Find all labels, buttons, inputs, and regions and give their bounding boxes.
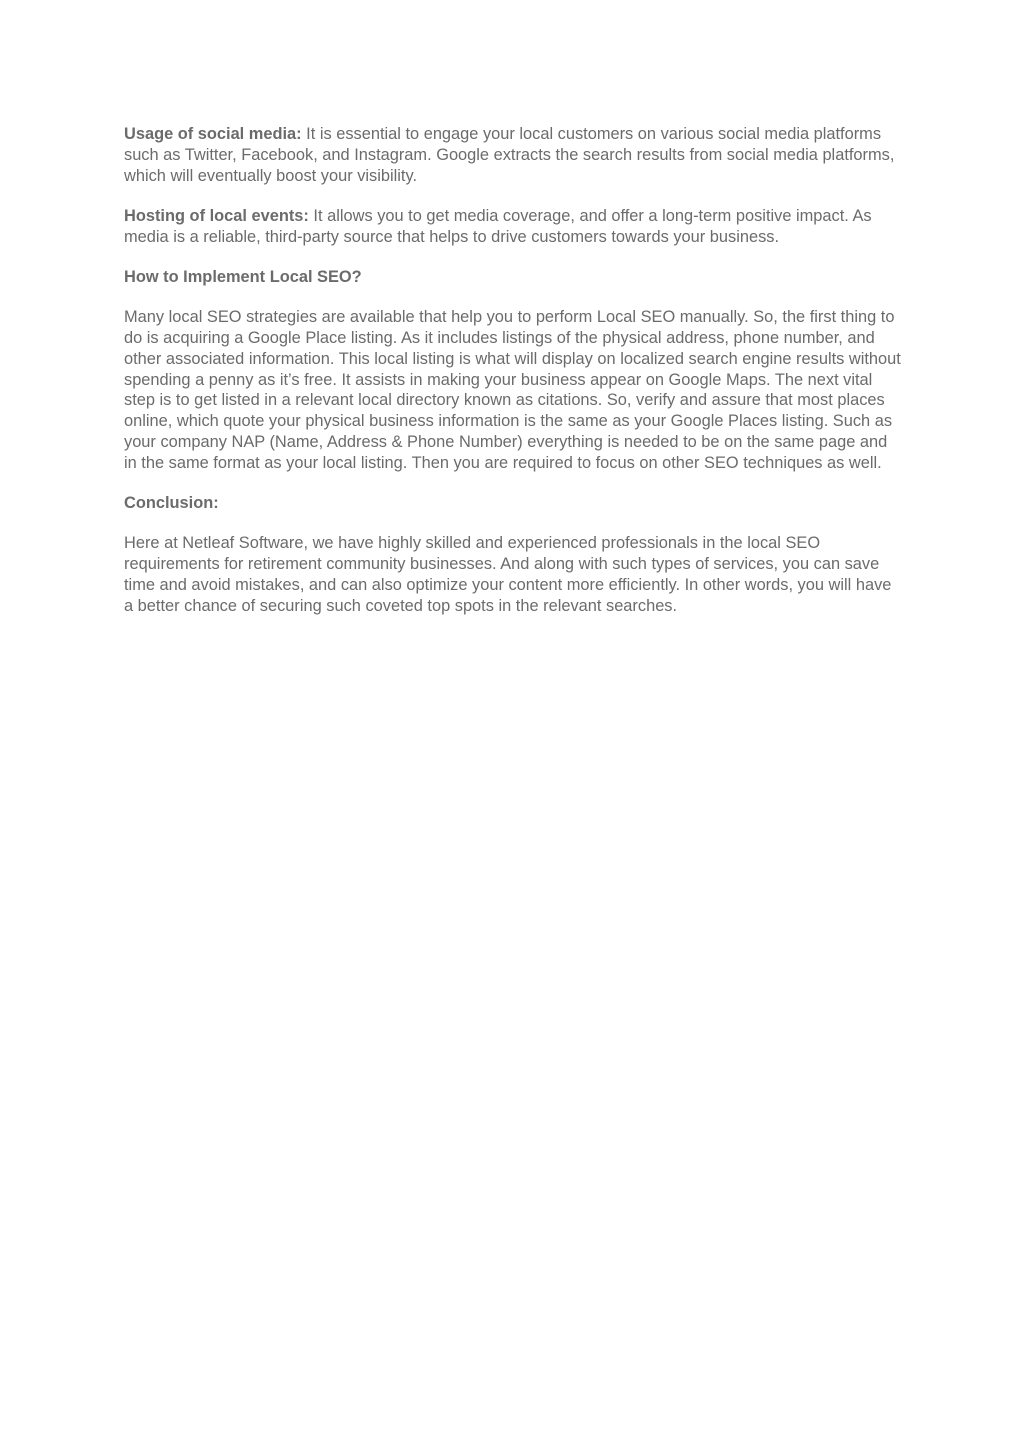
social-media-lead: Usage of social media: (124, 125, 302, 143)
implement-heading: How to Implement Local SEO? (124, 267, 362, 286)
conclusion-heading: Conclusion: (124, 494, 219, 513)
conclusion-paragraph: Here at Netleaf Software, we have highly skilled and experienced professionals in the local SEO requirements for retirement community businesses. And along with such types of services, you can save time and avoid mistakes, and can also optimize your content more efficiently. In other words, you will have a better chance of securing such coveted top spots in the relevant searches. (124, 534, 892, 615)
implement-paragraph: Many local SEO strategies are available that help you to perform Local SEO manually. So, the first thing to do is acquiring a Google Place listing. As it includes listings of the physical address, phone number, and other associated information. This local listing is what will display on localized search engine results without spending a penny as it’s free. It assists in making your business appear on Google Maps. The next vital step is to get listed in a relevant local directory known as citations. So, verify and assure that most places online, which quote your physical business information is the same as your Google Places listing. Such as your company NAP (Name, Address & Phone Number) everything is needed to be on the same page and in the same format as your local listing. Then you are required to focus on other SEO techniques as well. (124, 308, 901, 472)
document-body (124, 124, 904, 636)
social-media-text: It is essential to engage your local customers on various social media platforms such as Twitter, Facebook, and Instagram. Google extracts the search results from social media platforms, which will eventually boost your visibility. (124, 125, 895, 185)
local-events-lead: Hosting of local events: (124, 206, 309, 225)
local-events-paragraph (124, 206, 904, 248)
social-media-paragraph (124, 124, 904, 186)
local-events-text: It allows you to get media coverage, and offer a long-term positive impact. As media is a reliable, third-party source that helps to drive customers towards your business. (124, 206, 872, 246)
